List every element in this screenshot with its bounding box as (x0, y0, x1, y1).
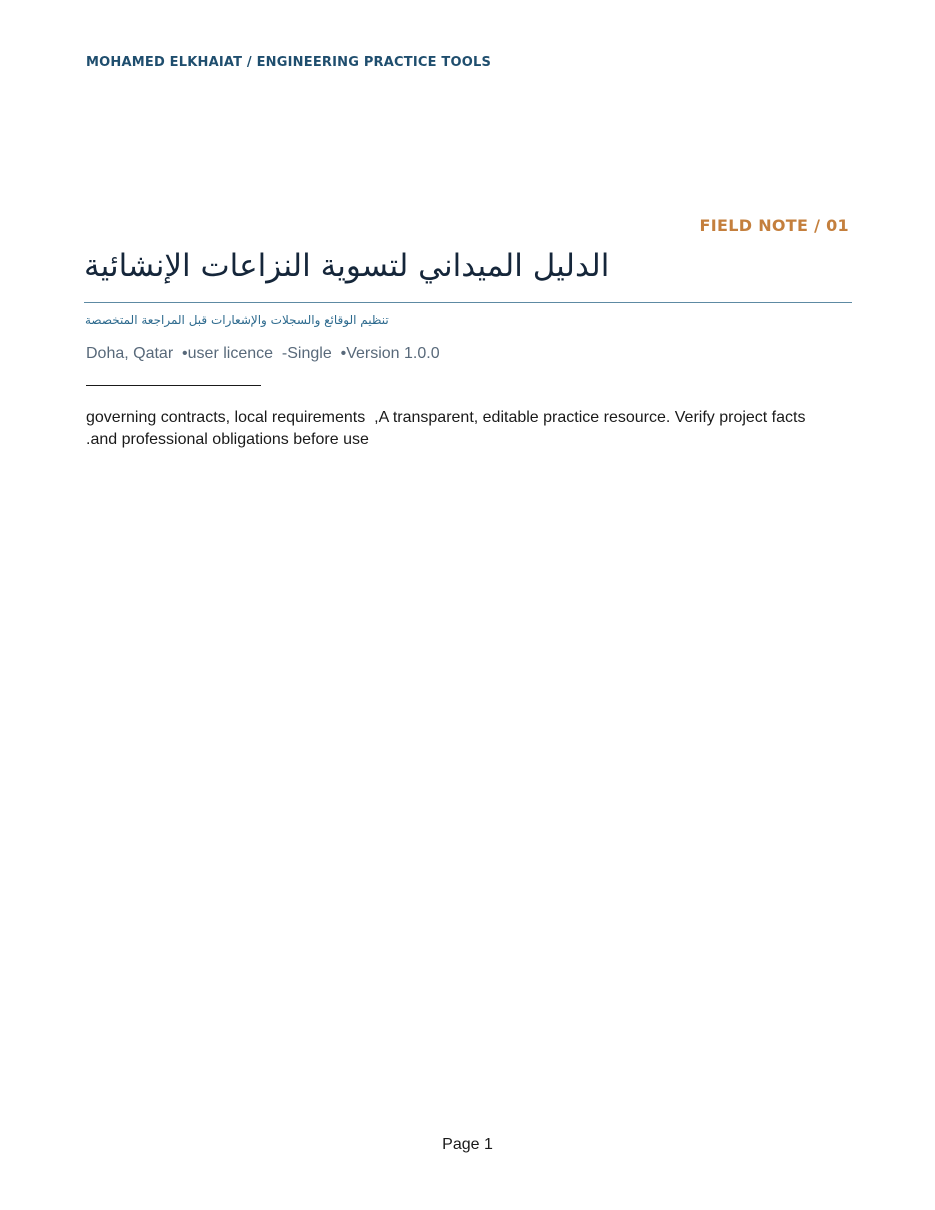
disclaimer-paragraph (86, 407, 850, 451)
page-number: Page 1 (442, 1136, 493, 1153)
meta-info: Doha, Qatar •user licence -Single •Version 1.0.0 (86, 345, 440, 362)
document-subtitle: تنظيم الوقائع والسجلات والإشعارات قبل المراجعة المتخصصة (85, 313, 389, 327)
document-title: الدليل الميداني لتسوية النزاعات الإنشائية (84, 248, 610, 284)
disclaimer-line: .and professional obligations before use (86, 431, 369, 448)
running-header: MOHAMED ELKHAIAT / ENGINEERING PRACTICE TOOLS (86, 55, 492, 70)
disclaimer-line: governing contracts, local requirements ,A transparent, editable practice resource. Verify project facts (86, 409, 806, 426)
title-divider (84, 302, 852, 303)
short-divider (86, 385, 261, 386)
field-note-label: FIELD NOTE / 01 (699, 216, 849, 235)
